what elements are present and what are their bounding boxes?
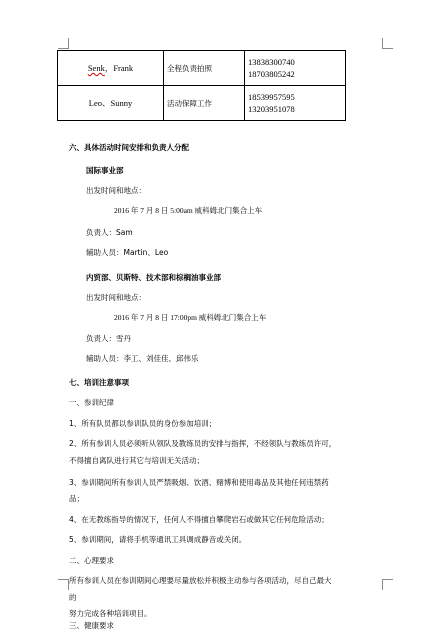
staff-role-cell: 活动保障工作 [164,86,245,121]
table-row [58,86,346,121]
group-title-domestic: 内贸部、贝斯特、技术部和棕榈油事业部 [86,273,221,282]
departure-time-place: 2016 年 7 月 8 日 5:00am 威科姆北门集合上车 [114,206,263,215]
mental-text: 所有参训人员在参训期间心理要尽量放松并积极主动参与各项活动，尽自己最大 [69,576,332,585]
subheading-discipline: 一、参训纪律 [69,398,114,407]
rule-item: 5、参训期间，请将手机等通讯工具调成静音或关闭。 [69,535,247,544]
margin-corner-top-right [382,38,393,49]
rule-item: 不得擅自离队进行其它与培训无关活动； [69,456,204,465]
staff-name-cell: Leo、Sunny [58,86,164,121]
margin-corner-bottom-right [382,579,393,590]
departure-time-place: 2016 年 7 月 8 日 17:00pm 威科姆北门集合上车 [114,313,267,322]
spelling-flagged-name: Senk [87,63,105,73]
rule-item: 2、所有参训人员必须听从领队及教练员的安排与指挥，不经领队与教练员许可， [69,439,337,448]
staff-assignment-table [57,50,346,121]
group-leader: 负责人：Sam [86,228,133,237]
staff-phone-cell: 18539957595 13203951078 [245,86,346,121]
staff-name-cell: Senk，Frank [58,51,164,86]
rule-item: 品； [69,494,84,503]
rule-item: 3、参训期间所有参训人员严禁吸烟、饮酒、赌博和使用毒品及其他任何违禁药 [69,478,329,487]
group-assistants: 辅助人员：李工、刘佳佳、邱伟乐 [86,354,199,363]
subheading-health: 三、健康要求 [69,621,114,630]
staff-role-cell: 全程负责拍照 [164,51,245,86]
mental-text: 的 [69,593,77,602]
rule-item: 1、所有队员都以参训队员的身份参加培训； [69,419,217,428]
subheading-mental: 二、心理要求 [69,556,114,565]
group-title-international: 国际事业部 [86,166,124,175]
group-assistants: 辅助人员：Martin、Leo [86,248,169,257]
rule-item: 4、在无教练指导的情况下，任何人不得擅自攀爬岩石或做其它任何危险活动； [69,515,329,524]
departure-label: 出发时间和地点： [86,186,146,195]
mental-text: 努力完成各种培训项目。 [69,609,152,618]
group-leader: 负责人：雪丹 [86,334,131,343]
table-row [58,51,346,86]
margin-corner-top-left [58,38,69,49]
section-heading-schedule: 六、具体活动时间安排和负责人分配 [69,143,189,152]
section-heading-training-notes: 七、培训注意事项 [69,378,129,387]
margin-corner-bottom-left [58,579,69,590]
departure-label: 出发时间和地点： [86,293,146,302]
staff-phone-cell: 13838300740 18703805242 [245,51,346,86]
